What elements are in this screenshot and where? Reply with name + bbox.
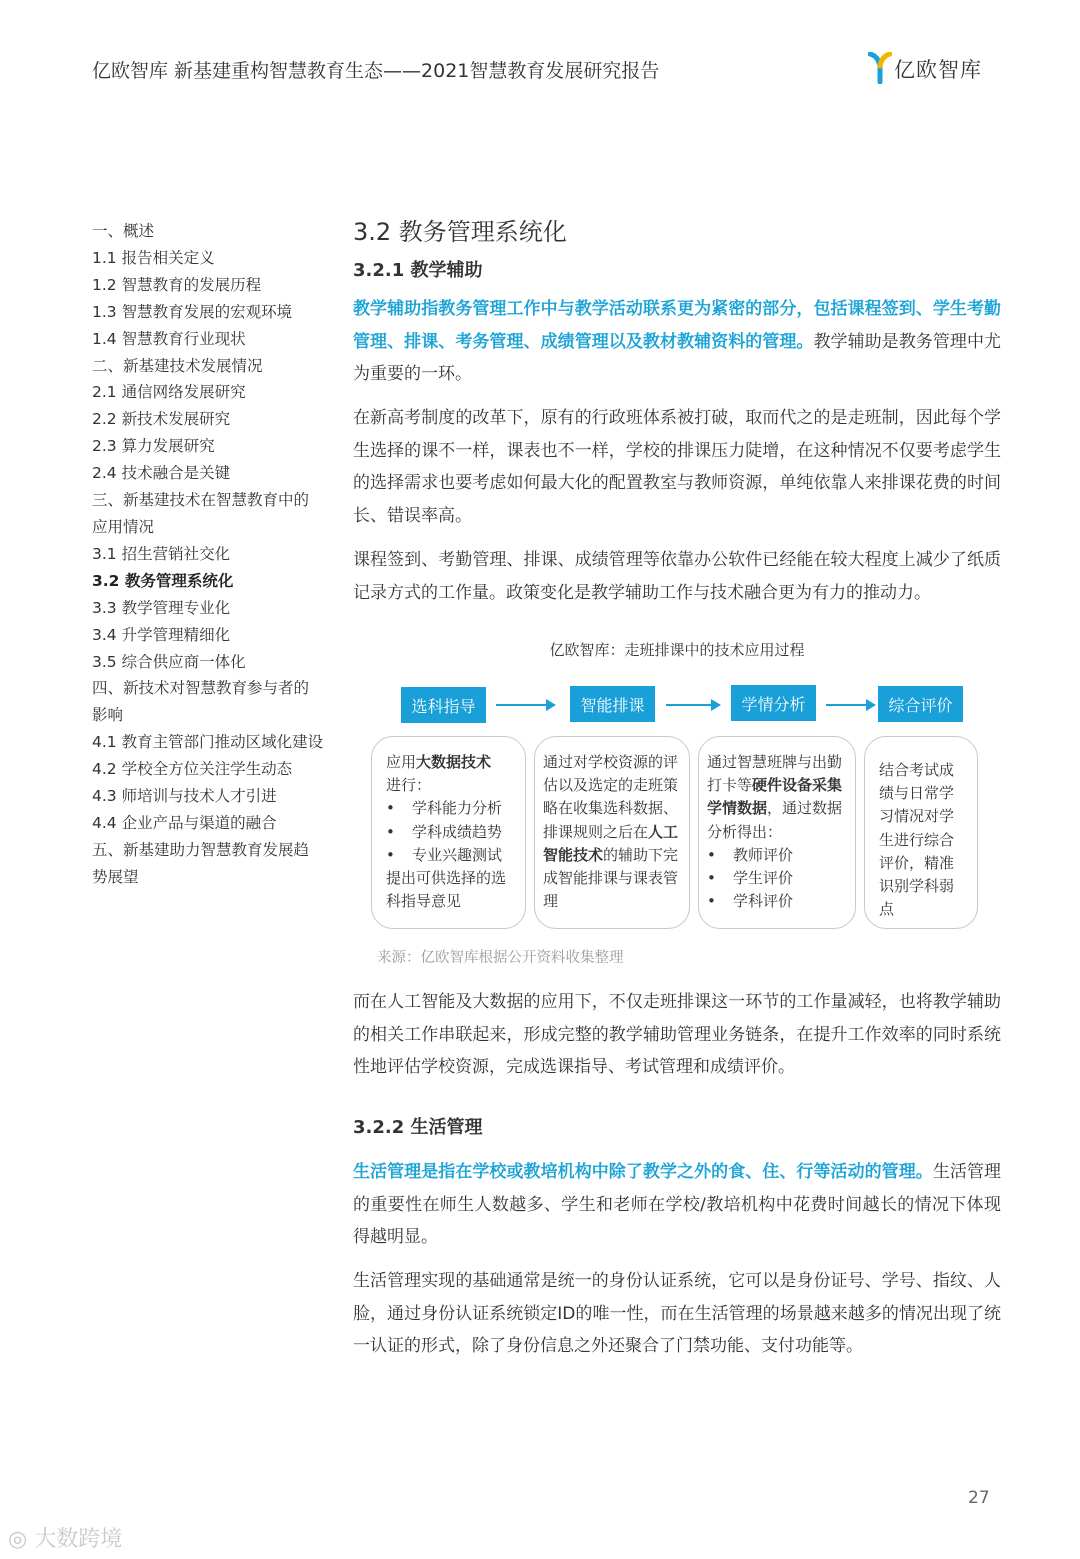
flow-card-smart-scheduling — [534, 736, 690, 929]
toc-item[interactable]: 4.2 学校全方位关注学生动态 — [92, 760, 293, 779]
toc-item-active[interactable]: 3.2 教务管理系统化 — [92, 571, 234, 590]
toc-item[interactable]: 一、概述 — [92, 222, 155, 240]
flow-step-smart-scheduling: 智能排课 — [570, 686, 655, 722]
paragraph-ai-bigdata: 而在人工智能及大数据的应用下，不仅走班排课这一环节的工作量减轻，也将教学辅助的相关工作串联起来，形成完整的教学辅助管理业务链条，在提升工作效率的同时系统性地评估学校资源，完成选课指导、考试管理和成绩评价。 — [353, 992, 1001, 1077]
paragraph-text: 生活管理的重要性在师生人数越多、学生和老师在学校/教培机构中花费时间越长的情况下体现得越明显。 — [353, 1162, 1002, 1247]
flow-card-subject-guidance — [371, 736, 526, 929]
toc-item[interactable]: 五、新基建助力智慧教育发展趋势展望 — [92, 840, 310, 886]
section-title: 3.2 教务管理系统化 — [353, 218, 567, 246]
logo-text: 亿欧智库 — [894, 58, 982, 82]
toc-item[interactable]: 3.1 招生营销社交化 — [92, 544, 231, 563]
toc-item[interactable]: 1.3 智慧教育发展的宏观环境 — [92, 302, 293, 321]
toc-item[interactable]: 四、新技术对智慧教育参与者的影响 — [92, 679, 310, 725]
toc-item[interactable]: 3.4 升学管理精细化 — [92, 625, 231, 644]
flow-arrow-line — [496, 704, 546, 706]
report-header-title: 亿欧智库 新基建重构智慧教育生态——2021智慧教育发展研究报告 — [92, 60, 660, 82]
card-bullet: • 学科成绩趋势 — [386, 821, 515, 844]
watermark-text: 大数跨境 — [34, 1527, 123, 1552]
subsection-title-teaching-assist: 3.2.1 教学辅助 — [353, 260, 483, 281]
figure-title: 亿欧智库：走班排课中的技术应用过程 — [549, 641, 805, 659]
paragraph-text: 教学辅助是教务管理中尤为重要的一环。 — [353, 331, 1002, 384]
arrow-right-icon — [546, 699, 556, 711]
card-text: 应用 — [386, 753, 417, 771]
yiou-logo — [868, 52, 1008, 86]
highlight-text: 教学辅助指教务管理工作中与教学活动联系更为紧密的部分，包括课程签到、学生考勤管理、排课、考务管理、成绩管理以及教材教辅资料的管理。 — [353, 299, 1001, 352]
card-bullet: • 专业兴趣测试 — [386, 844, 515, 867]
card-bold-text: 大数据技术 — [416, 753, 492, 771]
paragraph-new-gaokao: 在新高考制度的改革下，原有的行政班体系被打破，取而代之的是走班制，因此每个学生选择的课不一样，课表也不一样，学校的排课压力陡增，在这种情况不仅要考虑学生的选择需求也要考虑如何最大化的配置教室与教师资源，单纯依靠人来排课花费的时间长、错误率高。 — [353, 408, 1001, 526]
card-text: 通过智慧班牌与出勤打卡等 — [707, 753, 843, 795]
card-text: 的辅助下完成智能排课与课表管理 — [543, 845, 679, 911]
subsection-title-life-management: 3.2.2 生活管理 — [353, 1117, 483, 1138]
toc-item[interactable]: 4.4 企业产品与渠道的融合 — [92, 813, 277, 832]
card-bullet: • 学科能力分析 — [386, 797, 515, 820]
card-bullet: • 教师评价 — [707, 844, 845, 867]
paragraph-teaching-assist-definition — [353, 293, 1001, 391]
card-bullet: • 学生评价 — [707, 867, 845, 890]
toc-item[interactable]: 2.4 技术融合是关键 — [92, 464, 231, 483]
watermark — [8, 1522, 122, 1553]
highlight-text: 生活管理是指在学校或教培机构中除了教学之外的食、住、行等活动的管理。 — [353, 1162, 933, 1182]
card-text: 进行： — [386, 776, 432, 795]
toc-item[interactable]: 三、新基建技术在智慧教育中的应用情况 — [92, 491, 310, 536]
card-bullet: • 学科评价 — [707, 890, 845, 913]
card-text: 提出可供选择的选科指导意见 — [386, 869, 507, 911]
arrow-right-icon — [711, 699, 721, 711]
toc-item[interactable]: 1.1 报告相关定义 — [92, 248, 215, 267]
flow-arrow-line — [666, 704, 711, 706]
page-number: 27 — [968, 1488, 990, 1508]
arrow-right-icon — [866, 699, 876, 711]
toc-item[interactable]: 3.3 教学管理专业化 — [92, 598, 231, 617]
card-text: ，通过数据分析得出： — [707, 799, 843, 841]
toc-item[interactable]: 1.2 智慧教育的发展历程 — [92, 275, 262, 294]
yiou-logo-icon — [868, 52, 892, 84]
toc-item[interactable]: 4.3 师培训与技术人才引进 — [92, 787, 277, 806]
figure-source: 来源：亿欧智库根据公开资料收集整理 — [377, 950, 624, 966]
flow-card-learning-analysis — [698, 736, 856, 929]
flow-card-comprehensive-eval: 结合考试成绩与日常学习情况对学生进行综合评价，精准识别学科弱点 — [864, 736, 978, 929]
toc-item[interactable]: 3.5 综合供应商一体化 — [92, 652, 246, 671]
watermark-icon: ◎ — [8, 1527, 28, 1552]
toc-item[interactable]: 4.1 教育主管部门推动区域化建设 — [92, 733, 324, 752]
toc-item[interactable]: 二、新基建技术发展情况 — [92, 356, 263, 375]
toc-item[interactable]: 1.4 智慧教育行业现状 — [92, 329, 246, 348]
card-bold-text: 硬件设备采集学情数据 — [707, 776, 843, 818]
table-of-contents — [92, 218, 324, 891]
card-bold-text: 人工智能技术 — [543, 822, 679, 864]
flow-arrow-line — [826, 704, 866, 706]
toc-item[interactable]: 2.1 通信网络发展研究 — [92, 383, 246, 402]
flow-step-comprehensive-eval: 综合评价 — [878, 686, 963, 722]
flow-step-learning-analysis: 学情分析 — [731, 685, 816, 721]
flow-step-subject-guidance: 选科指导 — [401, 687, 486, 723]
paragraph-life-management-definition — [353, 1156, 1001, 1254]
paragraph-office-software: 课程签到、考勤管理、排课、成绩管理等依靠办公软件已经能在较大程度上减少了纸质记录方式的工作量。政策变化是教学辅助工作与技术融合更为有力的推动力。 — [353, 550, 1001, 603]
card-text: 通过对学校资源的评估以及选定的走班策略在收集选科数据、排课规则之后在 — [543, 753, 679, 841]
toc-item[interactable]: 2.3 算力发展研究 — [92, 437, 215, 456]
toc-item[interactable]: 2.2 新技术发展研究 — [92, 410, 231, 429]
paragraph-identity-auth: 生活管理实现的基础通常是统一的身份认证系统，它可以是身份证号、学号、指纹、人脸，通过身份认证系统锁定ID的唯一性，而在生活管理的场景越来越多的情况出现了统一认证的形式，除了身份信息之外还聚合了门禁功能、支付功能等。 — [353, 1271, 1001, 1356]
